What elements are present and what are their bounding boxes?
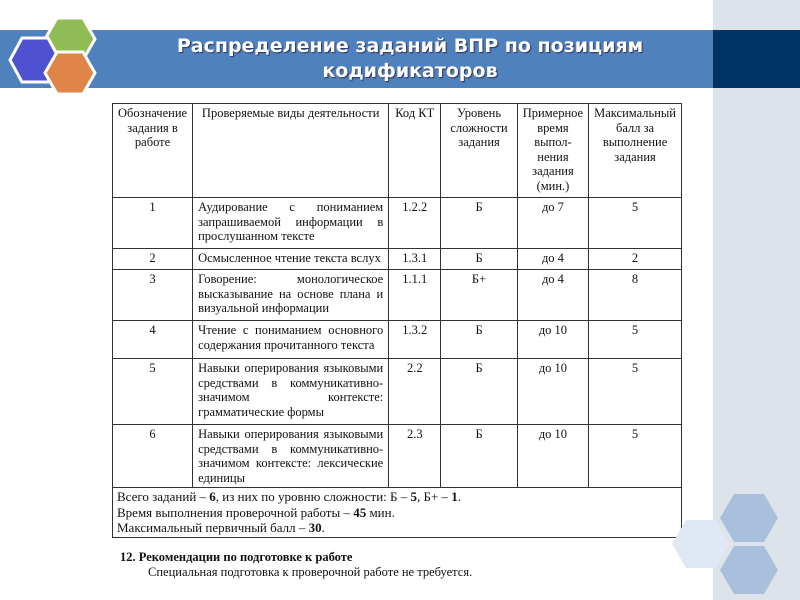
tasks-table xyxy=(112,103,682,538)
header-cell: Уровень сложности задания xyxy=(441,104,518,198)
cell: 3 xyxy=(113,270,193,321)
header-cell: Обозначение задания в работе xyxy=(113,104,193,198)
table-row xyxy=(113,321,682,359)
cell: Аудирование с пониманием запрашиваемой информации в прослушанном тексте xyxy=(193,198,389,249)
summary-total-tasks: Всего заданий – 6, из них по уровню сложности: Б – 5, Б+ – 1. xyxy=(117,489,462,504)
cell: до 10 xyxy=(517,359,588,425)
cell: 1.3.1 xyxy=(389,249,441,270)
cell: 2.2 xyxy=(389,359,441,425)
table-row xyxy=(113,270,682,321)
table-row xyxy=(113,198,682,249)
cell: 2.3 xyxy=(389,425,441,488)
cell: 5 xyxy=(589,425,682,488)
recommendations-section xyxy=(120,550,472,580)
cell: Б xyxy=(441,198,518,249)
section-heading: 12. Рекомендации по подготовке к работе xyxy=(120,550,353,564)
cell: 5 xyxy=(589,198,682,249)
cell: 1 xyxy=(113,198,193,249)
cell: Б xyxy=(441,425,518,488)
cell: Б xyxy=(441,249,518,270)
cell: Чтение с пониманием основного содержания прочитанного текста xyxy=(193,321,389,359)
cell: 8 xyxy=(589,270,682,321)
cell: до 4 xyxy=(517,270,588,321)
cell: до 4 xyxy=(517,249,588,270)
header-cell: Максимальный балл за выполнение задания xyxy=(589,104,682,198)
cell: до 10 xyxy=(517,321,588,359)
decorative-hexagons-icon xyxy=(668,490,800,600)
cell: Б xyxy=(441,321,518,359)
summary-cell xyxy=(113,488,682,538)
cell: до 7 xyxy=(517,198,588,249)
cell: Б+ xyxy=(441,270,518,321)
cell: Навыки оперирования языковыми средствами в коммуникативно-значимом контексте: грамматические формы xyxy=(193,359,389,425)
cell: 1.2.2 xyxy=(389,198,441,249)
summary-max-score: Максимальный первичный балл – 30. xyxy=(117,520,325,535)
cell: 5 xyxy=(113,359,193,425)
table-row xyxy=(113,359,682,425)
cell: Б xyxy=(441,359,518,425)
table-row xyxy=(113,425,682,488)
cell: 2 xyxy=(589,249,682,270)
hexagon-logo-icon xyxy=(5,14,100,96)
slide-title: Распределение заданий ВПР по позициям кодификаторов xyxy=(176,35,644,82)
cell: 1.3.2 xyxy=(389,321,441,359)
cell: Навыки оперирования языковыми средствами в коммуникативно-значимом контексте: лексические единицы xyxy=(193,425,389,488)
title-banner-accent xyxy=(713,30,800,88)
cell: 6 xyxy=(113,425,193,488)
table-row xyxy=(113,249,682,270)
cell: Осмысленное чтение текста вслух xyxy=(193,249,389,270)
summary-time: Время выполнения проверочной работы – 45 мин. xyxy=(117,504,395,520)
cell: 5 xyxy=(589,359,682,425)
header-cell: Код КТ xyxy=(389,104,441,198)
table-summary-row xyxy=(113,488,682,538)
header-cell: Проверяемые виды деятельности xyxy=(193,104,389,198)
section-text: Специальная подготовка к проверочной работе не требуется. xyxy=(148,565,473,579)
cell: 2 xyxy=(113,249,193,270)
cell: 4 xyxy=(113,321,193,359)
cell: 5 xyxy=(589,321,682,359)
header-cell: Примерное время выпол-нения задания (мин.) xyxy=(517,104,588,198)
table-header-row xyxy=(113,104,682,198)
cell: 1.1.1 xyxy=(389,270,441,321)
cell: до 10 xyxy=(517,425,588,488)
cell: Говорение: монологическое высказывание на основе плана и визуальной информации xyxy=(193,270,389,321)
